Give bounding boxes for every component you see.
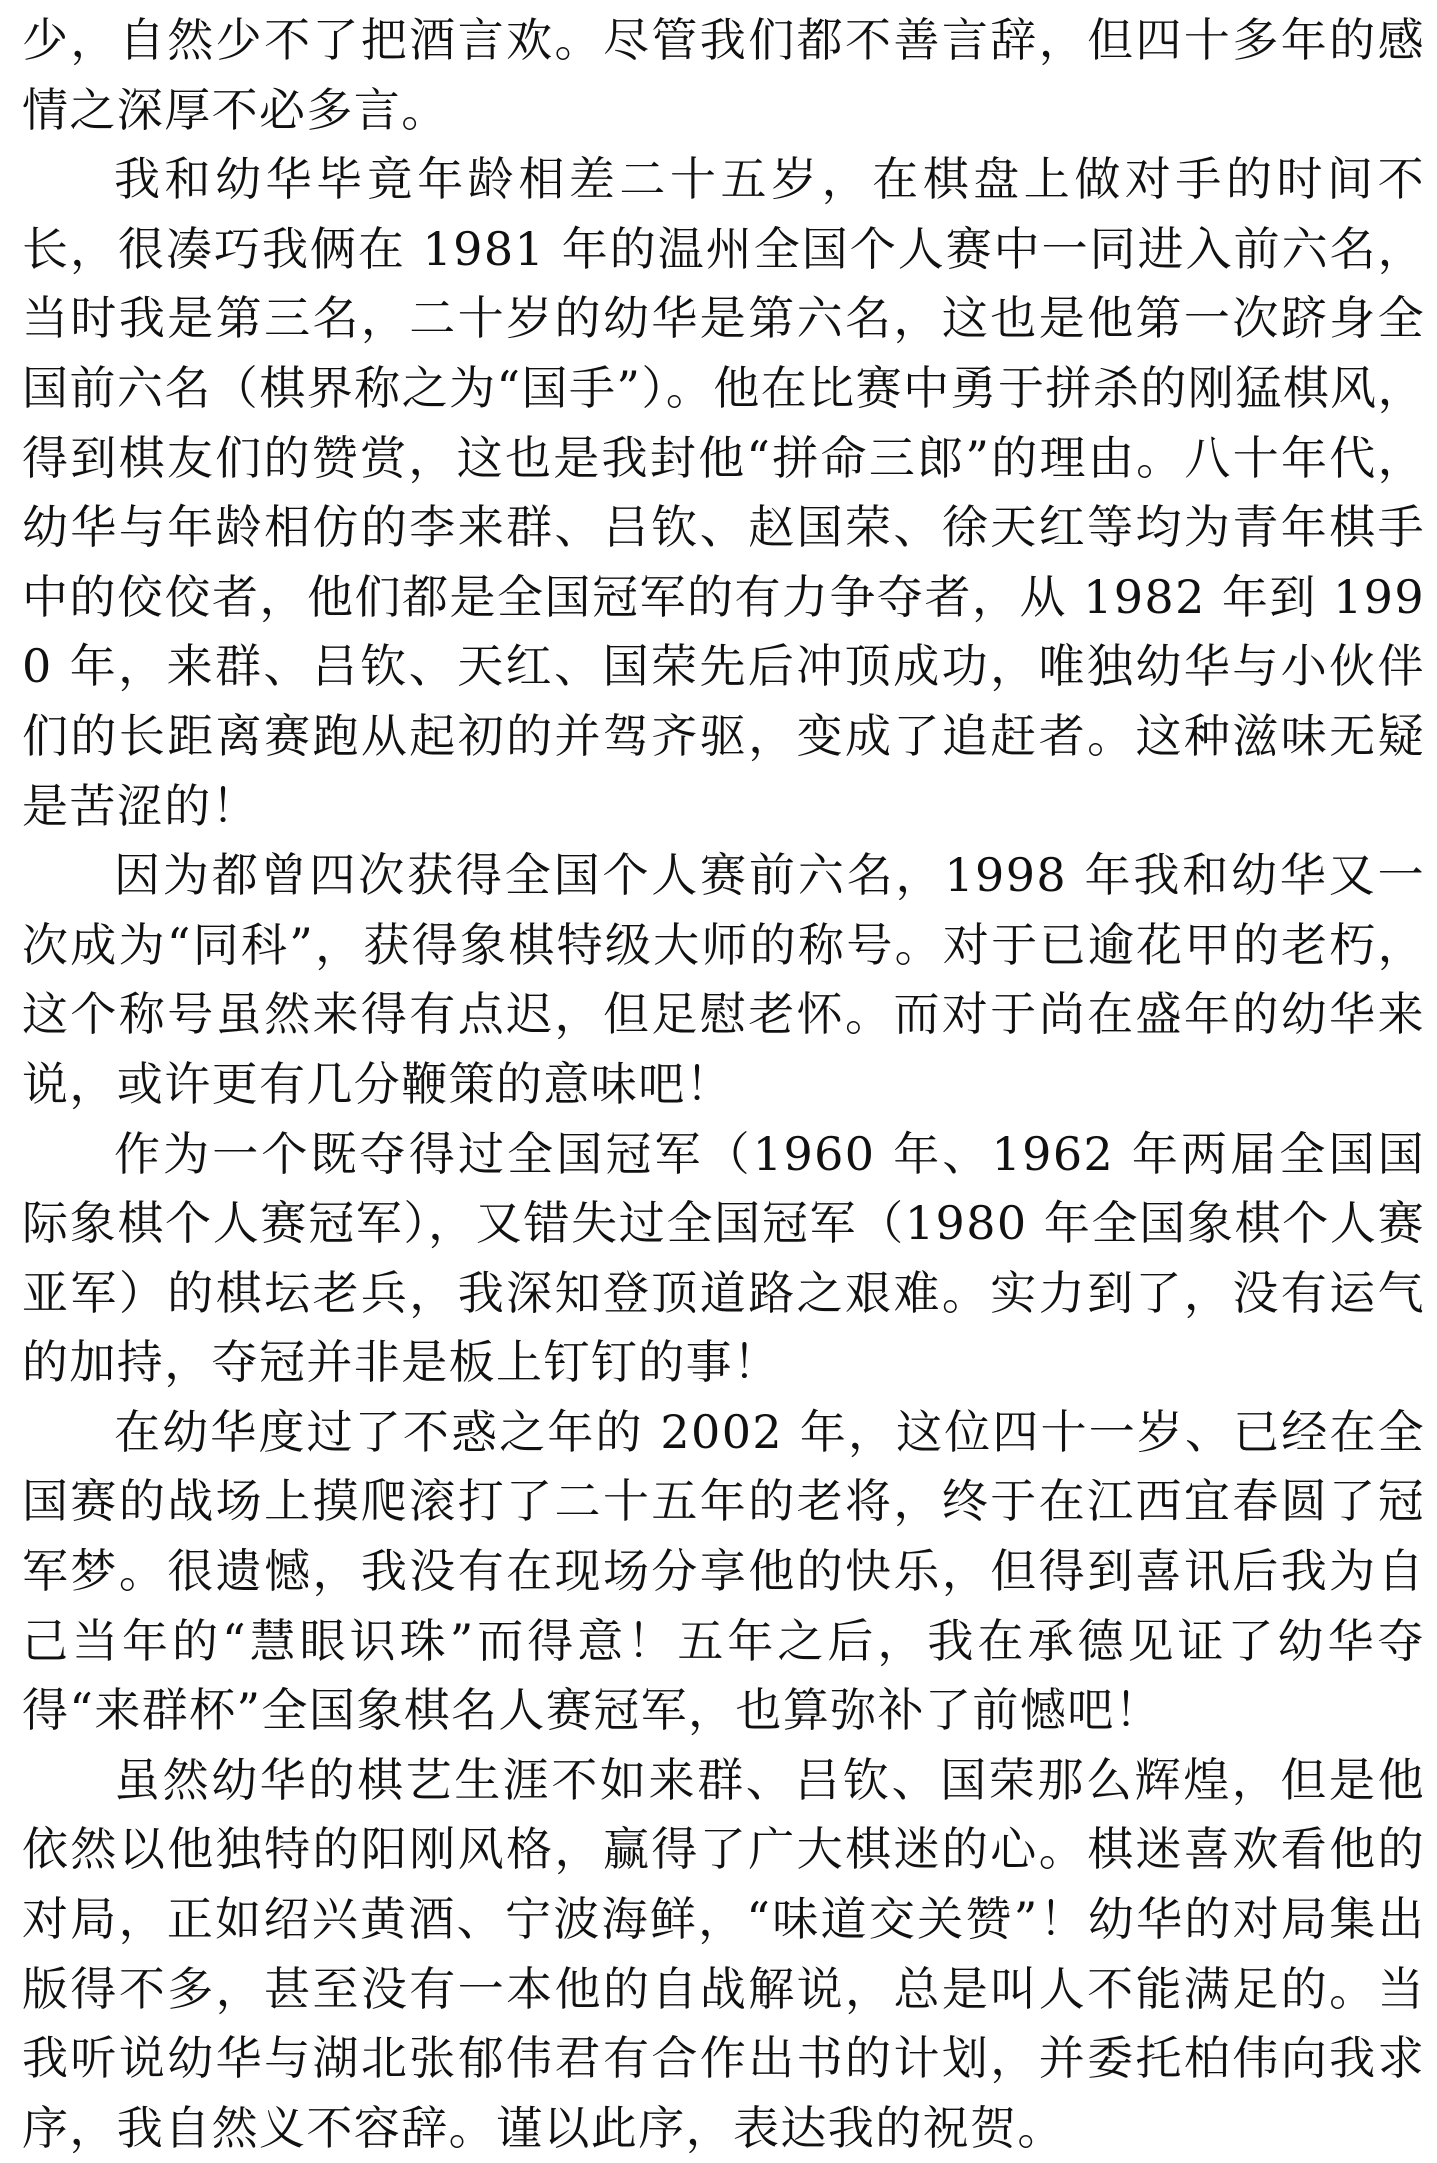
paragraph: 作为一个既夺得过全国冠军（1960 年、1962 年两届全国国际象棋个人赛冠军），又错失过全国冠军（1980 年全国象棋个人赛亚军）的棋坛老兵，我深知登顶道路之艰难。实力到了，没有运气的加持，夺冠并非是板上钉钉的事！ xyxy=(22,1126,1425,1390)
paragraph: 在幼华度过了不惑之年的 2002 年，这位四十一岁、已经在全国赛的战场上摸爬滚打了二十五年的老将，终于在江西宜春圆了冠军梦。很遗憾，我没有在现场分享他的快乐，但得到喜讯后我为自己当年的“慧眼识珠”而得意！五年之后，我在承德见证了幼华夺得“来群杯”全国象棋名人赛冠军，也算弥补了前憾吧！ xyxy=(22,1404,1425,1738)
paragraph: 我和幼华毕竟年龄相差二十五岁，在棋盘上做对手的时间不长，很凑巧我俩在 1981 年的温州全国个人赛中一同进入前六名，当时我是第三名，二十岁的幼华是第六名，这也是他第一次跻身全国前六名（棋界称之为“国手”）。他在比赛中勇于拼杀的刚猛棋风，得到棋友们的赞赏，这也是我封他“拼命三郎”的理由。八十年代，幼华与年龄相仿的李来群、吕钦、赵国荣、徐天红等均为青年棋手中的佼佼者，他们都是全国冠军的有力争夺者，从 1982 年到 1990 年，来群、吕钦、天红、国荣先后冲顶成功，唯独幼华与小伙伴们的长距离赛跑从起初的并驾齐驱，变成了追赶者。这种滋味无疑是苦涩的！ xyxy=(22,152,1425,833)
paragraph: 虽然幼华的棋艺生涯不如来群、吕钦、国荣那么辉煌，但是他依然以他独特的阳刚风格，赢得了广大棋迷的心。棋迷喜欢看他的对局，正如绍兴黄酒、宁波海鲜，“味道交关赞”！幼华的对局集出版得不多，甚至没有一本他的自战解说，总是叫人不能满足的。当我听说幼华与湖北张郁伟君有合作出书的计划，并委托柏伟向我求序，我自然义不容辞。谨以此序，表达我的祝贺。 xyxy=(22,1752,1425,2155)
paragraph: 因为都曾四次获得全国个人赛前六名，1998 年我和幼华又一次成为“同科”，获得象棋特级大师的称号。对于已逾花甲的老朽，这个称号虽然来得有点迟，但足慰老怀。而对于尚在盛年的幼华来说，或许更有几分鞭策的意味吧！ xyxy=(22,848,1425,1111)
paragraph-continuation: 少，自然少不了把酒言欢。尽管我们都不善言辞，但四十多年的感情之深厚不必多言。 xyxy=(22,13,1425,137)
